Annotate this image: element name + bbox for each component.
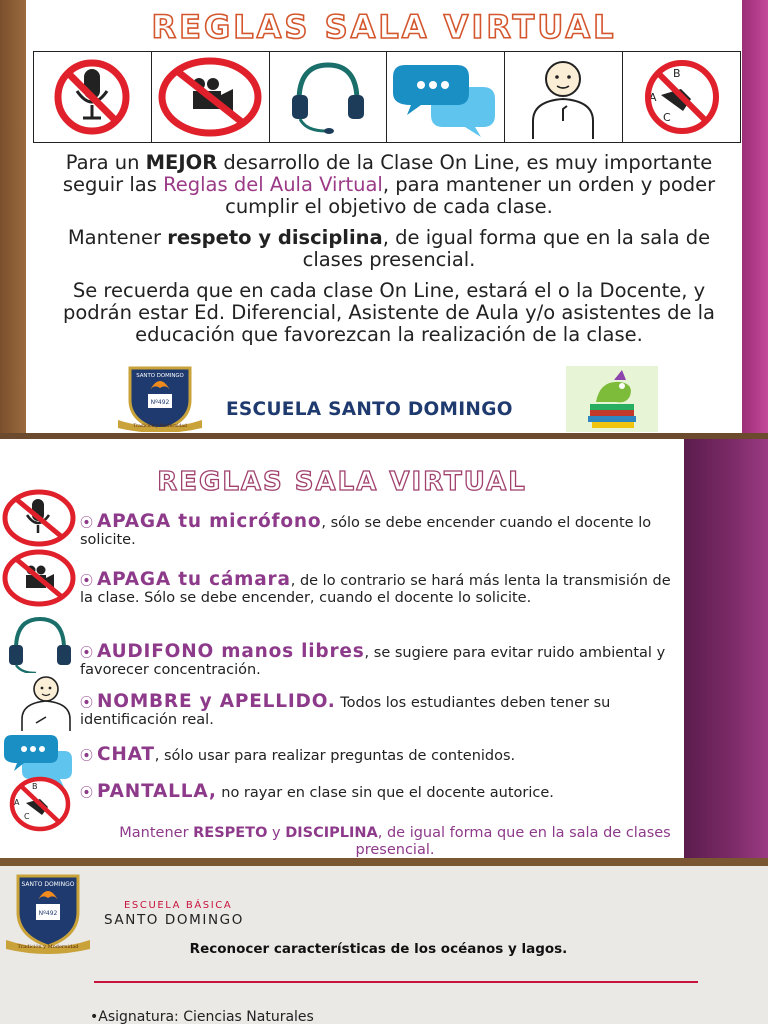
lesson-objective: Reconocer características de los océanos y lagos.	[189, 941, 568, 957]
no-drawing-icon	[2, 775, 76, 833]
rule-item: ⦿ APAGA tu cámara, de lo contrario se hará más lenta la transmisión de la clase. Sólo se debe encender, cuando el docente lo solicite.	[80, 569, 671, 606]
svg-text:Nº492: Nº492	[38, 910, 58, 917]
divider-line	[94, 981, 698, 983]
svg-text:Tradición y Modernidad: Tradición y Modernidad	[133, 424, 187, 429]
no-drawing-icon	[623, 52, 740, 142]
headset-icon	[2, 615, 76, 673]
school-crest-logo	[114, 366, 206, 432]
svg-text:C: C	[662, 111, 671, 124]
rule-item: ⦿ PANTALLA, no rayar en clase sin que el docente autorice.	[80, 781, 554, 802]
subject-bullet: •Asignatura: Ciencias Naturales	[90, 1009, 314, 1024]
person-pointing-icon	[2, 673, 76, 731]
headset-icon	[270, 52, 388, 142]
svg-text:Nº492: Nº492	[150, 399, 170, 406]
respect-paragraph: Mantener respeto y disciplina, de igual forma que en la sala de clases presencial.	[67, 226, 711, 271]
school-name: SANTO DOMINGO	[104, 912, 244, 928]
slide-title: REGLAS SALA VIRTUAL	[157, 467, 527, 497]
slide-lesson-title	[0, 866, 768, 1024]
svg-text:SANTO DOMINGO: SANTO DOMINGO	[136, 373, 184, 379]
slide1-body	[40, 152, 738, 355]
intro-paragraph: Para un MEJOR desarrollo de la Clase On Line, es muy importante seguir las Reglas del Aula Virtual, para mantener un orden y poder cumplir el objetivo de cada clase.	[62, 151, 716, 218]
no-camera-icon	[2, 549, 76, 607]
svg-text:B: B	[32, 782, 38, 791]
person-pointing-icon	[505, 52, 623, 142]
svg-text:SANTO DOMINGO: SANTO DOMINGO	[21, 881, 75, 888]
rule-item: ⦿ APAGA tu micrófono, sólo se debe encender cuando el docente lo solicite.	[80, 511, 652, 548]
chat-bubbles-icon	[387, 52, 505, 142]
slide-rules-detail	[0, 439, 768, 863]
rule-item: ⦿ NOMBRE y APELLIDO. Todos los estudiantes deben tener su identificación real.	[80, 691, 611, 728]
staff-paragraph: Se recuerda que en cada clase On Line, estará el o la Docente, y podrán estar Ed. Diferencial, Asistente de Aula y/o asistentes de la educación que favorezcan la realización de la clase.	[62, 279, 716, 346]
svg-text:A: A	[648, 91, 657, 104]
wood-divider	[0, 858, 768, 866]
book-dragon-illustration	[566, 366, 658, 432]
rule-item: ⦿ CHAT, sólo usar para realizar preguntas de contenidos.	[80, 744, 516, 765]
school-name: ESCUELA SANTO DOMINGO	[226, 399, 513, 420]
rules-icon-strip	[33, 51, 741, 143]
rule-item: ⦿ AUDIFONO manos libres, se sugiere para evitar ruido ambiental y favorecer concentración.	[80, 641, 666, 678]
no-microphone-icon	[34, 52, 152, 142]
svg-text:Tradición y Modernidad: Tradición y Modernidad	[17, 944, 79, 950]
school-footer	[120, 366, 650, 430]
svg-text:C: C	[24, 812, 30, 821]
svg-text:B: B	[672, 67, 681, 80]
school-type-label: ESCUELA BÁSICA	[124, 900, 233, 911]
svg-text:A: A	[14, 798, 20, 807]
no-camera-icon	[152, 52, 270, 142]
slide-title: REGLAS SALA VIRTUAL	[151, 8, 617, 46]
no-microphone-icon	[2, 489, 76, 547]
respect-footnote: Mantener RESPETO y DISCIPLINA, de igual forma que en la sala de clases presencial.	[119, 825, 671, 858]
slide-rules-overview	[0, 0, 768, 433]
